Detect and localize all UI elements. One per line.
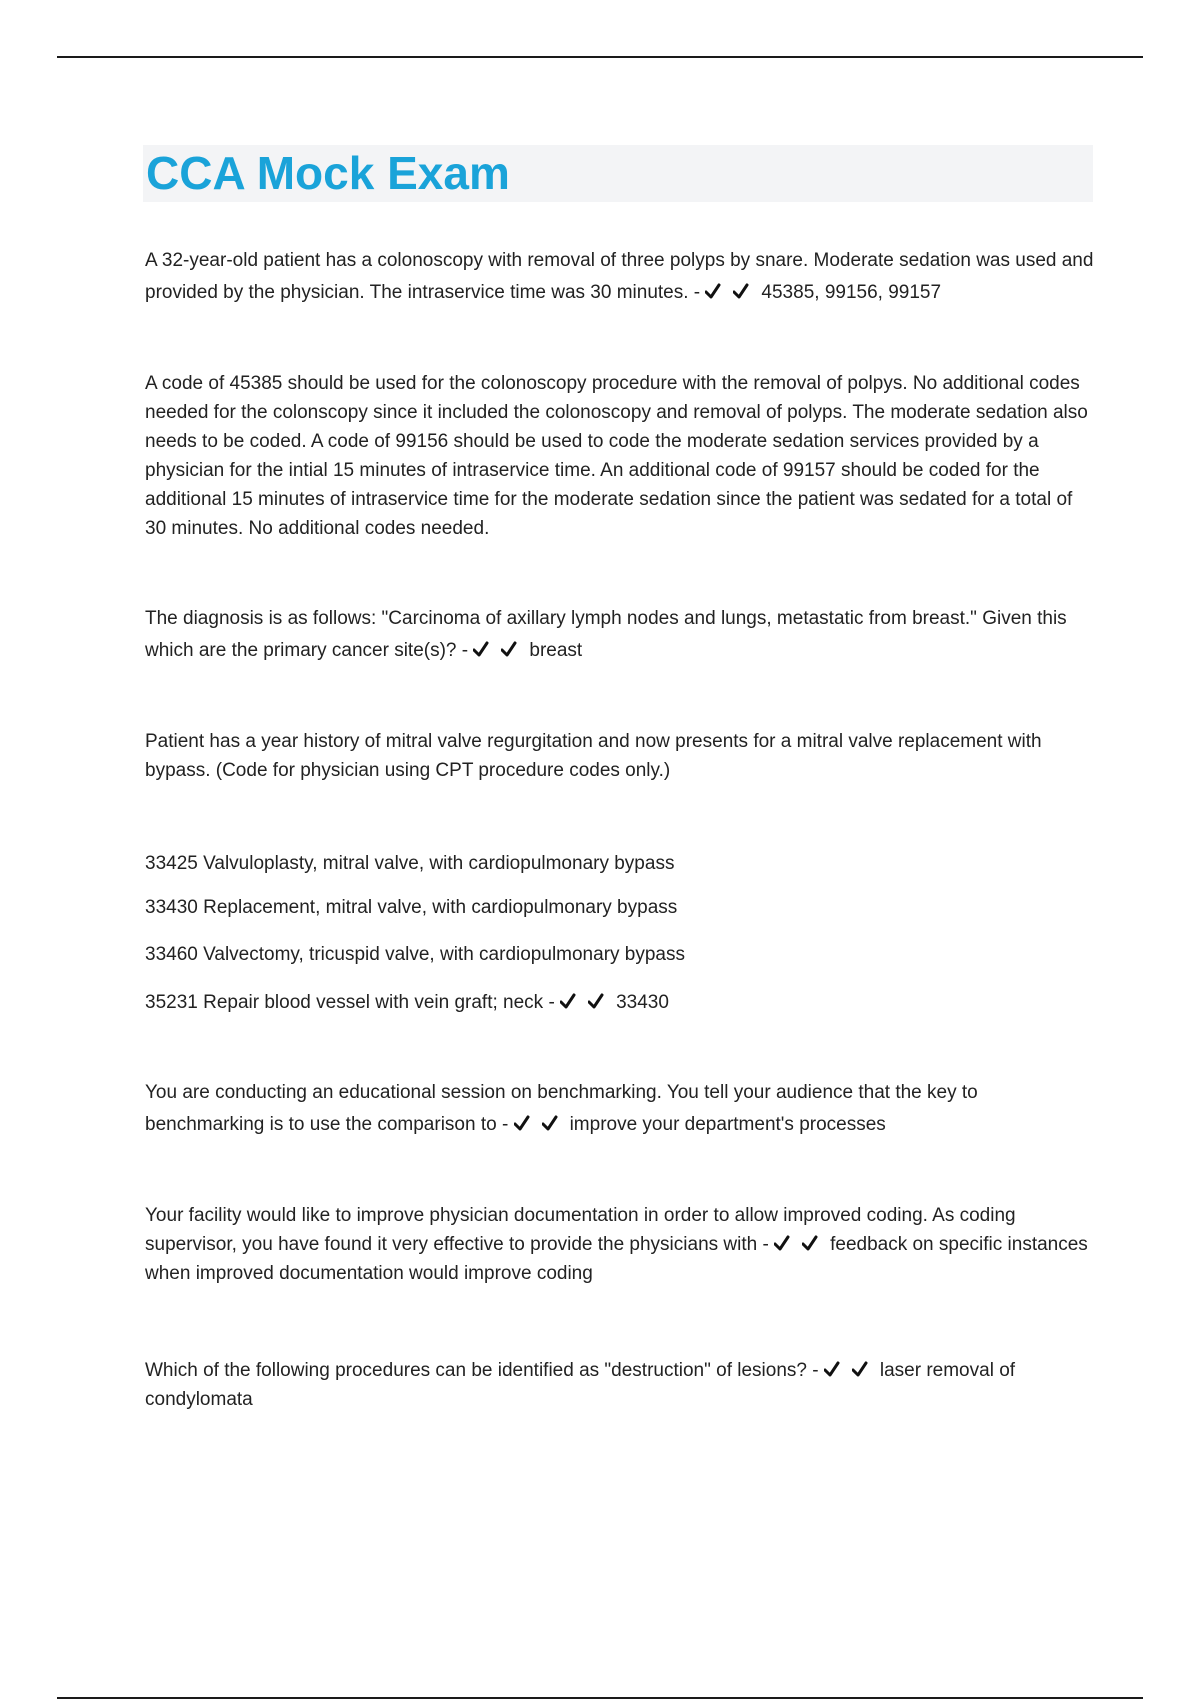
top-rule — [57, 56, 1143, 58]
double-check-icon — [514, 1114, 536, 1132]
option-33425: 33425 Valvuloplasty, mitral valve, with cardiopulmonary bypass — [145, 853, 675, 874]
question-5 — [145, 1201, 1095, 1288]
answer-text: laser removal of condylomata — [145, 1360, 1016, 1410]
double-check-icon — [733, 282, 755, 300]
question-6 — [145, 1356, 1095, 1414]
double-check-icon — [542, 1114, 564, 1132]
bottom-rule — [57, 1697, 1143, 1699]
option-35231 — [145, 987, 1095, 1019]
option-text: 35231 Repair blood vessel with vein graft; neck - — [145, 992, 561, 1013]
question-text: The diagnosis is as follows: "Carcinoma of axillary lymph nodes and lungs, metastatic from breast." Given this which are the primary cancer site(s)? - — [145, 608, 1067, 661]
question-text: A 32-year-old patient has a colonoscopy with removal of three polyps by snare. Moderate sedation was used and provided by the physician. The intraservice time was 30 minutes. - — [145, 250, 1094, 303]
double-check-icon — [705, 282, 727, 300]
question-4 — [145, 1077, 1095, 1141]
answer-text: feedback on specific instances when improved documentation would improve coding — [145, 1234, 1088, 1284]
double-check-icon — [802, 1234, 824, 1252]
option-33430: 33430 Replacement, mitral valve, with cardiopulmonary bypass — [145, 897, 678, 918]
question-text: Which of the following procedures can be identified as "destruction" of lesions? - — [145, 1360, 824, 1381]
page-title: CCA Mock Exam — [146, 147, 510, 199]
explanation-paragraph: A code of 45385 should be used for the colonoscopy procedure with the removal of polpys. No additional codes needed for the colonscopy since it included the colonoscopy and removal of polyps. The moderate sedation also needs to be coded. A code of 99156 should be used to code the moderate sedation services provided by a physician for the intial 15 minutes of intraservice time. An additional code of 99157 should be coded for the additional 15 minutes of intraservice time for the moderate sedation since the patient was sedated for a total of 30 minutes. No additional codes needed. — [145, 373, 1088, 539]
double-check-icon — [560, 992, 582, 1010]
answer-text: improve your department's processes — [569, 1114, 886, 1135]
question-text: Your facility would like to improve physician documentation in order to allow improved coding. As coding supervisor, you have found it very effective to provide the physicians with - — [145, 1205, 1016, 1255]
option-33460: 33460 Valvectomy, tricuspid valve, with cardiopulmonary bypass — [145, 944, 685, 965]
double-check-icon — [852, 1360, 874, 1378]
answer-text: 45385, 99156, 99157 — [761, 282, 942, 303]
double-check-icon — [473, 640, 495, 658]
answer-text: 33430 — [616, 992, 669, 1013]
double-check-icon — [824, 1360, 846, 1378]
answer-text: breast — [529, 640, 583, 661]
question-3: Patient has a year history of mitral valve regurgitation and now presents for a mitral valve replacement with bypass. (Code for physician using CPT procedure codes only.) — [145, 731, 1042, 781]
question-1 — [145, 245, 1095, 309]
question-2 — [145, 603, 1095, 667]
double-check-icon — [774, 1234, 796, 1252]
double-check-icon — [501, 640, 523, 658]
question-text: You are conducting an educational session on benchmarking. You tell your audience that the key to benchmarking is to use the comparison to - — [145, 1082, 978, 1135]
double-check-icon — [588, 992, 610, 1010]
